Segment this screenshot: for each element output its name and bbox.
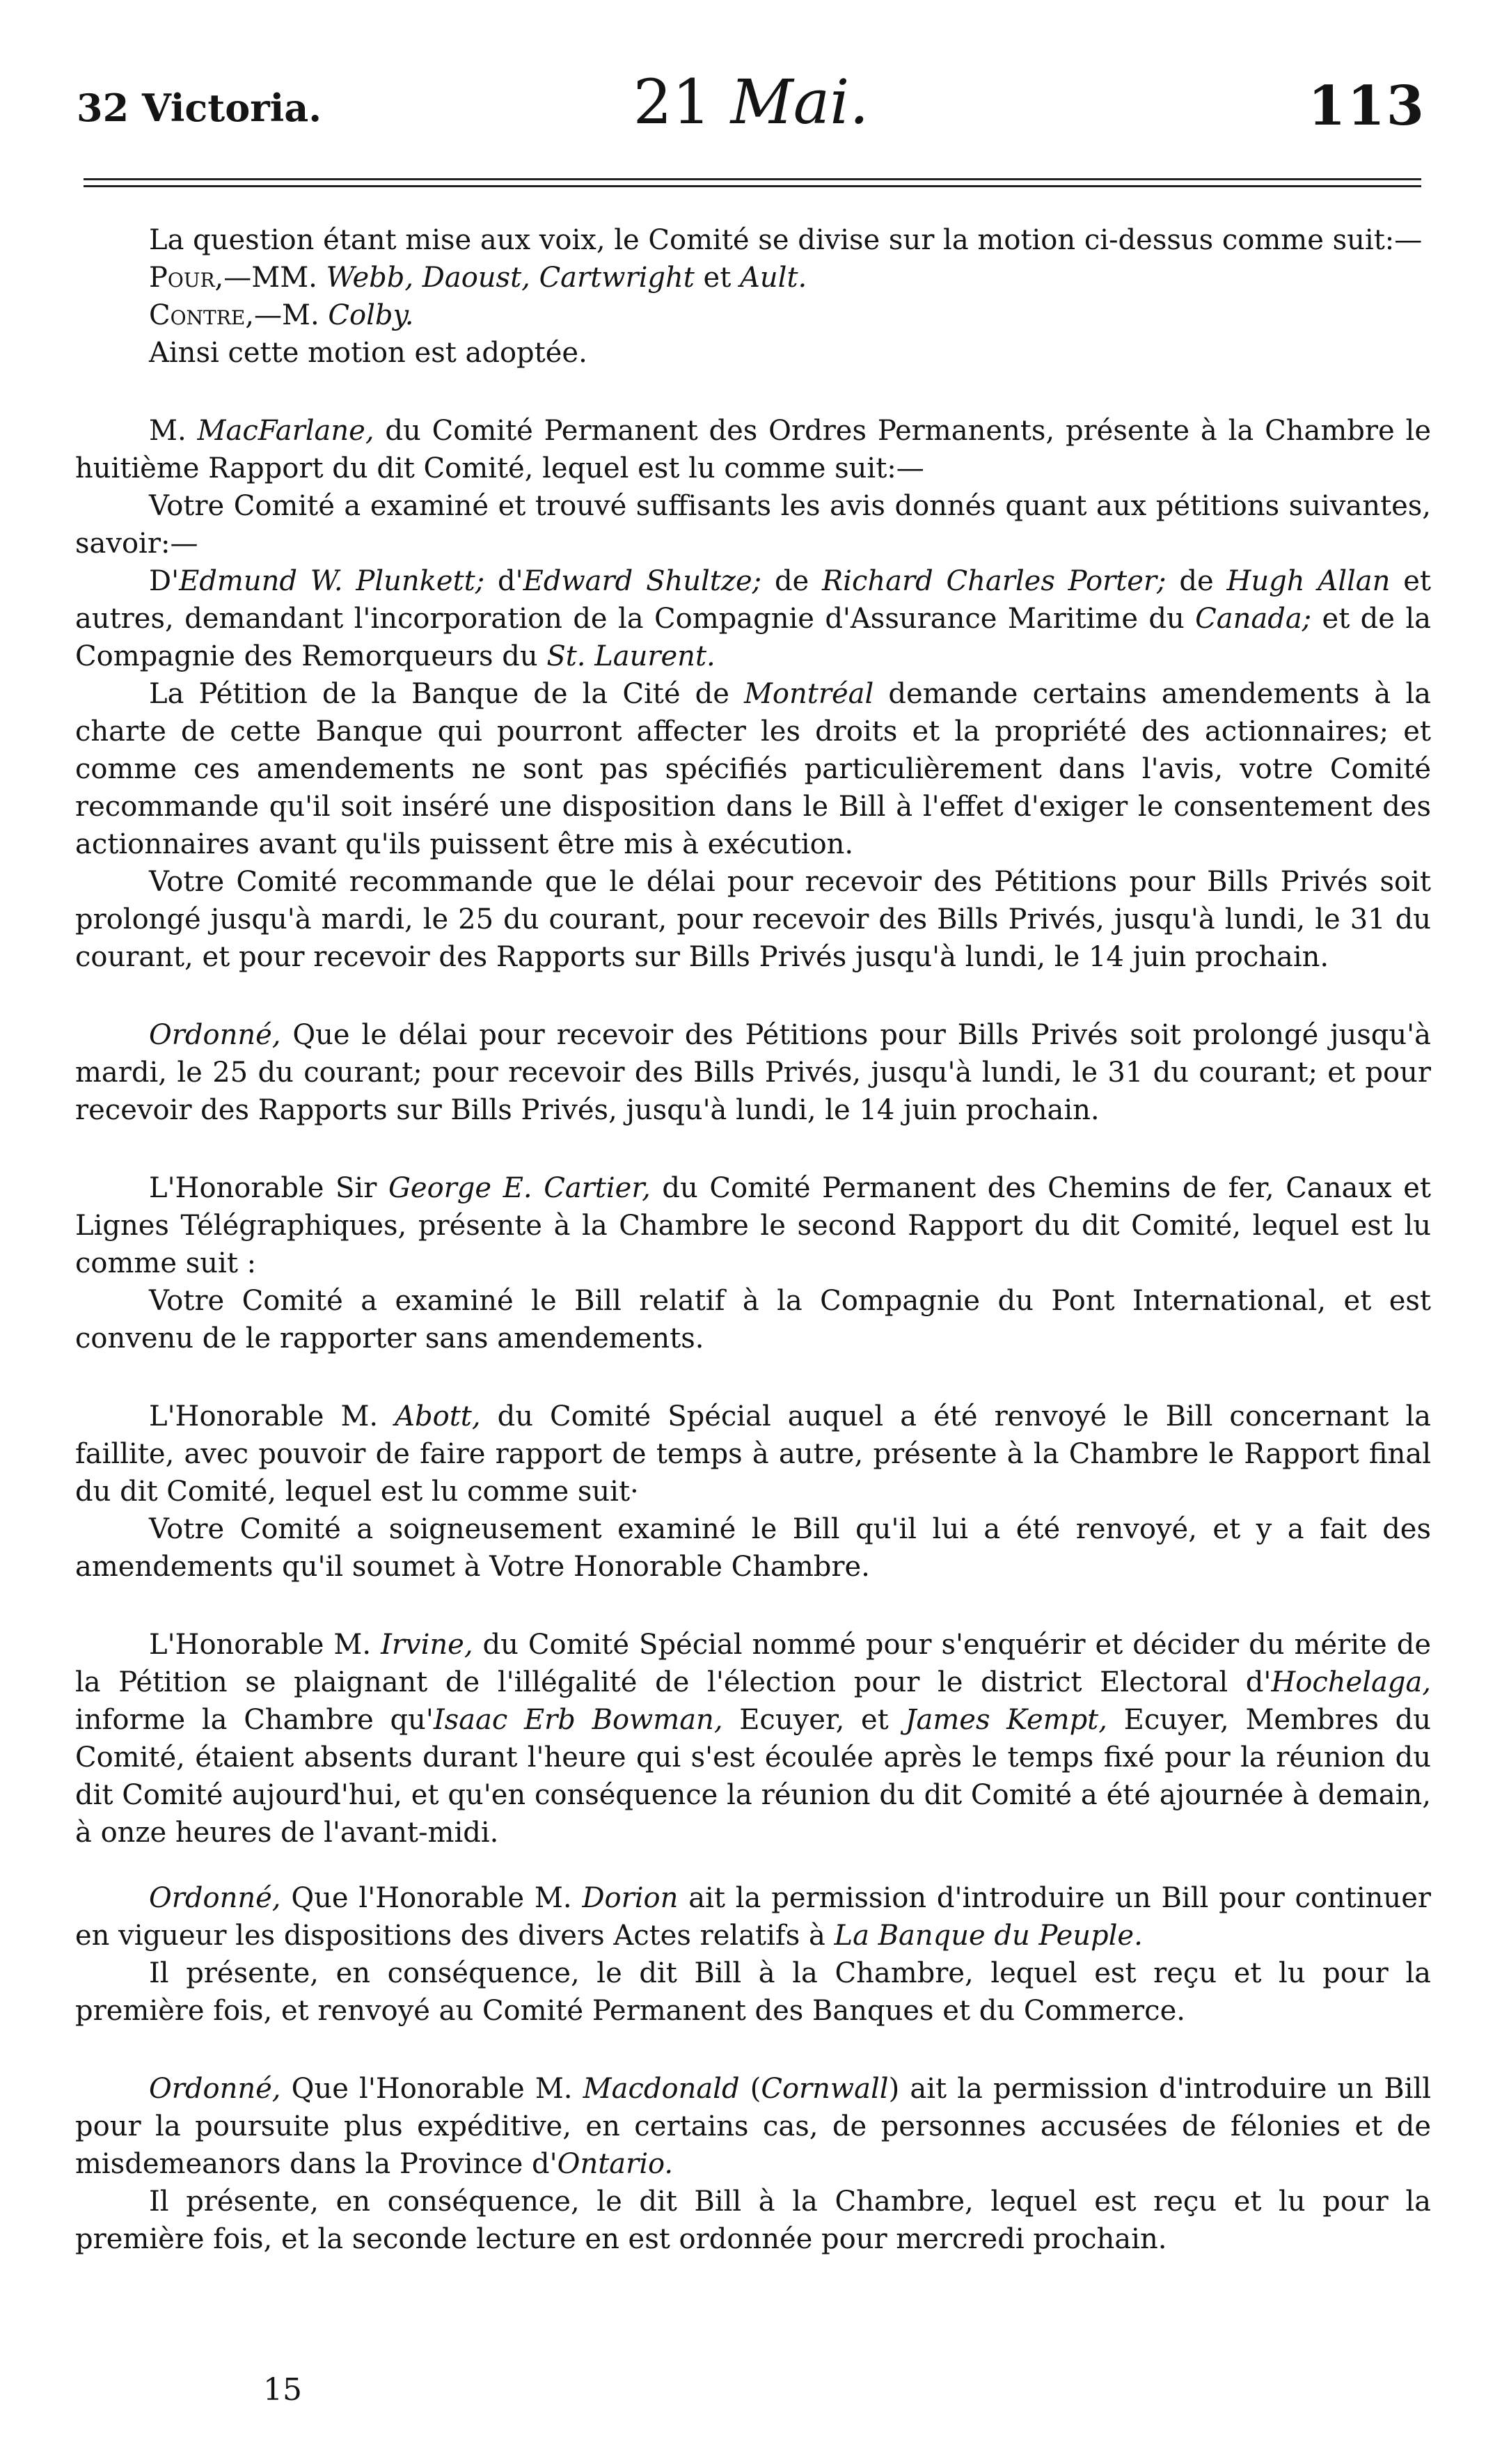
header-rule-bottom — [84, 185, 1421, 187]
pour-prefix: —MM. — [223, 262, 326, 294]
text-run: Ecuyer, Membres du Comité, étaient absents durant l'heure qui s'est écoulée après le temps fixé pour la réunion du dit Comité aujourd'hui, et qu'en conséquence la réunion du dit Comité a été ajournée à demain, à onze heures de l'avant-midi. — [75, 1704, 1431, 1849]
report-irvine — [75, 1626, 1431, 1851]
name-porter: Richard Charles Porter; — [822, 565, 1167, 597]
vote-contre — [75, 297, 1431, 334]
header-date — [77, 66, 1425, 138]
text-run: La Pétition de la Banque de la Cité de — [149, 678, 744, 710]
name-cartier: George E. Cartier, — [388, 1172, 651, 1204]
text-run: L'Honorable Sir — [149, 1172, 388, 1204]
place-hochelaga: Hochelaga, — [1271, 1666, 1431, 1698]
text-run: de — [761, 565, 823, 597]
spacer — [75, 1357, 1431, 1398]
text-run: informe la Chambre qu' — [75, 1704, 434, 1736]
ordonne-label: Ordonné, — [149, 1019, 281, 1051]
pour-last-name: Ault. — [740, 262, 807, 294]
name-macfarlane: MacFarlane, — [197, 415, 374, 447]
text-run: D' — [149, 565, 180, 597]
spacer — [75, 2030, 1431, 2070]
text-run: du Comité Spécial auquel a été renvoyé le Bill concernant la faillite, avec pouvoir de faire rapport de temps à autre, présente à la Chambre le Rapport final du dit Comité, lequel est lu comme suit· — [75, 1400, 1431, 1508]
name-dorion: Dorion — [582, 1882, 679, 1914]
header-rule-top — [84, 178, 1421, 180]
vote-result: Ainsi cette motion est adoptée. — [149, 337, 587, 369]
name-kempt: James Kempt, — [905, 1704, 1107, 1736]
report-bank-petition — [75, 675, 1431, 863]
bank-name: La Banque du Peuple. — [834, 1920, 1143, 1952]
text-run: ait la permission d'introduire un Bill pour continuer en vigueur les dispositions des divers Actes relatifs à — [75, 1882, 1431, 1952]
header-day: 21 — [633, 66, 711, 138]
spacer — [75, 976, 1431, 1016]
text-run: et de la Compagnie des Remorqueurs du — [75, 603, 1431, 672]
text-run: M. — [149, 415, 198, 447]
order-macdonald-body: Il présente, en conséquence, le dit Bill à la Chambre, lequel est reçu et lu pour la première fois, et la seconde lecture en est ordonnée pour mercredi prochain. — [75, 2186, 1431, 2255]
vote-intro: La question étant mise aux voix, le Comité se divise sur la motion ci-dessus comme suit:— — [149, 224, 1423, 256]
spacer — [75, 1129, 1431, 1169]
text-run: et autres, demandant l'incorporation de la Compagnie d'Assurance Maritime du — [75, 565, 1431, 635]
order-delay — [75, 1016, 1431, 1129]
spacer — [75, 372, 1431, 412]
spacer — [75, 1851, 1431, 1879]
place-st-laurent: St. Laurent. — [546, 640, 716, 672]
text-run: L'Honorable M. — [149, 1400, 395, 1432]
text-run: L'Honorable M. — [149, 1629, 381, 1661]
header-session: 32 Victoria. — [77, 86, 322, 130]
report-macfarlane — [75, 412, 1431, 487]
text-run: Que le délai pour recevoir des Pétitions pour Bills Privés soit prolongé jusqu'à mardi, le 25 du courant; pour recevoir des Bills Privés, jusqu'à lundi, le 31 du courant; et pour recevoir des Rapports sur Bills Privés, jusqu'à lundi, le 14 juin prochain. — [75, 1019, 1431, 1126]
place-montreal: Montréal — [743, 678, 874, 710]
vote-pour — [75, 259, 1431, 297]
name-allan: Hugh Allan — [1226, 565, 1391, 597]
name-macdonald: Macdonald — [583, 2073, 740, 2105]
name-irvine: Irvine, — [381, 1629, 473, 1661]
name-shultze: Edward Shultze; — [523, 565, 762, 597]
text-run: de — [1166, 565, 1227, 597]
order-dorion-body: Il présente, en conséquence, le dit Bill à la Chambre, lequel est reçu et lu pour la première fois, et renvoyé au Comité Permanent des Banques et du Commerce. — [75, 1957, 1431, 2027]
header-month: Mai. — [730, 66, 869, 138]
name-bowman: Isaac Erb Bowman, — [433, 1704, 723, 1736]
place-cornwall: Cornwall — [761, 2073, 889, 2105]
text-run: Ecuyer, et — [722, 1704, 906, 1736]
contre-label: Contre, — [149, 299, 254, 331]
order-macdonald — [75, 2070, 1431, 2183]
text-run: du Comité Permanent des Ordres Permanents, présente à la Chambre le huitième Rapport du dit Comité, lequel est lu comme suit:— — [75, 415, 1431, 484]
ordonne-label: Ordonné, — [149, 1882, 281, 1914]
report-abott-body: Votre Comité a soigneusement examiné le Bill qu'il lui a été renvoyé, et y a fait des amendements qu'il soumet à Votre Honorable Chambre. — [75, 1513, 1431, 1583]
pour-et: et — [694, 262, 740, 294]
place-canada: Canada; — [1195, 603, 1312, 635]
text-run: demande certains amendements à la charte de cette Banque qui pourront affecter les droits et la propriété des actionnaires; et comme ces amendements ne sont pas spécifiés particulièrement dans l'avis, votre Comité recommande qu'il soit inséré une disposition dans le Bill à l'effet d'exiger le consentement des actionnaires avant qu'ils puissent être mis à exécution. — [75, 678, 1432, 860]
report-petitions-intro: Votre Comité a examiné et trouvé suffisants les avis donnés quant aux pétitions suivantes, savoir:— — [75, 490, 1431, 560]
report-petitions-list — [75, 562, 1431, 675]
page-body — [75, 221, 1431, 2258]
printer-signature: 15 — [263, 2372, 302, 2408]
place-ontario: Ontario. — [557, 2148, 674, 2180]
report-delay-recommendation: Votre Comité recommande que le délai pour recevoir des Pétitions pour Bills Privés soit prolongé jusqu'à mardi, le 25 du courant, pour recevoir des Bills Privés, jusqu'à lundi, le 31 du courant, et pour recevoir des Rapports sur Bills Privés jusqu'à lundi, le 14 juin prochain. — [75, 866, 1431, 973]
report-cartier — [75, 1169, 1431, 1282]
text-run: ) ait la permission d'introduire un Bill pour la poursuite plus expéditive, en certains cas, de personnes accusées de félonies et de misdemeanors dans la Province d' — [75, 2073, 1431, 2180]
contre-names: Colby. — [328, 299, 414, 331]
spacer — [75, 1586, 1431, 1626]
pour-names: Webb, Daoust, Cartwright — [326, 262, 695, 294]
name-abott: Abott, — [395, 1400, 481, 1432]
page-header — [77, 66, 1425, 143]
page-number: 113 — [1308, 74, 1425, 138]
text-run: du Comité Spécial nommé pour s'enquérir et décider du mérite de la Pétition se plaignant de l'illégalité de l'élection pour le district Electoral d' — [75, 1629, 1432, 1698]
text-run: Que l'Honorable M. — [280, 2073, 583, 2105]
contre-prefix: —M. — [253, 299, 329, 331]
report-abott — [75, 1398, 1431, 1510]
ordonne-label: Ordonné, — [149, 2073, 281, 2105]
pour-label: Pour, — [149, 262, 224, 294]
text-run: du Comité Permanent des Chemins de fer, Canaux et Lignes Télégraphiques, présente à la Chambre le second Rapport du dit Comité, lequel est lu comme suit : — [75, 1172, 1431, 1279]
text-run: ( — [739, 2073, 761, 2105]
text-run: Que l'Honorable M. — [280, 1882, 583, 1914]
name-plunkett: Edmund W. Plunkett; — [179, 565, 485, 597]
text-run: d' — [484, 565, 523, 597]
report-cartier-body: Votre Comité a examiné le Bill relatif à la Compagnie du Pont International, et est convenu de le rapporter sans amendements. — [75, 1285, 1431, 1355]
order-dorion — [75, 1879, 1431, 1954]
